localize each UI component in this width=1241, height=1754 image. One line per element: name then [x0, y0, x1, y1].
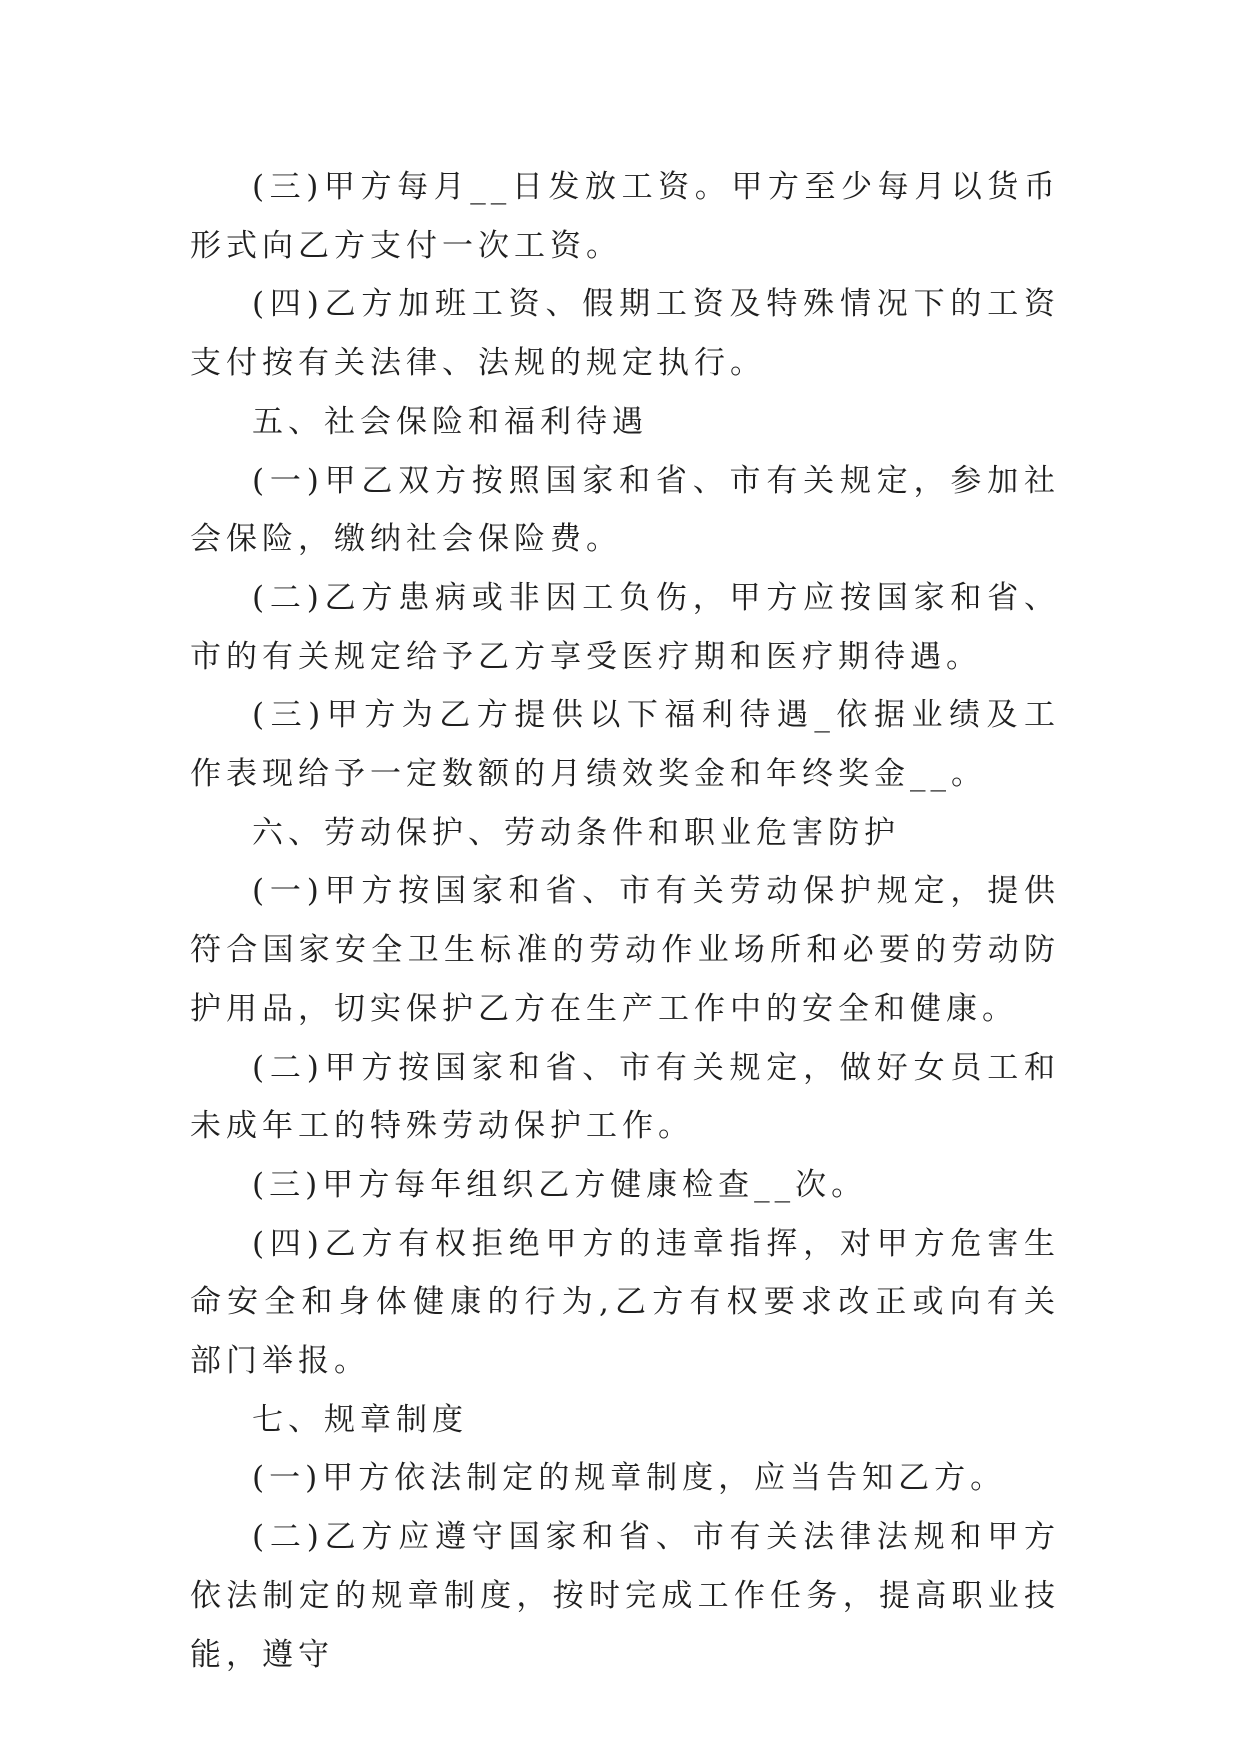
paragraph-overtime-wage: (四)乙方加班工资、假期工资及特殊情况下的工资支付按有关法律、法规的规定执行。 [190, 286, 1060, 382]
paragraph-medical-leave: (二)乙方患病或非因工负伤，甲方应按国家和省、市的有关规定给予乙方享受医疗期和医疗期待遇。 [190, 579, 1060, 675]
paragraph-refuse-violation: (四)乙方有权拒绝甲方的违章指挥，对甲方危害生命安全和身体健康的行为,乙方有权要求改正或向有关部门举报。 [190, 1225, 1060, 1380]
paragraph-rules-notice: (一)甲方依法制定的规章制度，应当告知乙方。 [252, 1460, 1007, 1497]
paragraph-safety-standards: (一)甲方按国家和省、市有关劳动保护规定，提供符合国家安全卫生标准的劳动作业场所和必要的劳动防护用品，切实保护乙方在生产工作中的安全和健康。 [190, 873, 1060, 1027]
section-heading-rules: 七、规章制度 [252, 1401, 468, 1438]
paragraph-special-protection: (二)甲方按国家和省、市有关规定，做好女员工和未成年工的特殊劳动保护工作。 [190, 1049, 1060, 1145]
paragraph-wage-payment-day: (三)甲方每月__日发放工资。甲方至少每月以货币形式向乙方支付一次工资。 [190, 169, 1060, 264]
section-heading-labor-protection: 六、劳动保护、劳动条件和职业危害防护 [252, 814, 900, 851]
paragraph-social-insurance: (一)甲乙双方按照国家和省、市有关规定，参加社会保险，缴纳社会保险费。 [190, 462, 1060, 558]
document-body [190, 158, 1060, 1684]
paragraph-welfare-benefits: (三)甲方为乙方提供以下福利待遇_依据业绩及工作表现给予一定数额的月绩效奖金和年终奖金__。 [190, 697, 1060, 793]
paragraph-rules-compliance: (二)乙方应遵守国家和省、市有关法律法规和甲方依法制定的规章制度，按时完成工作任务，提高职业技能，遵守 [190, 1519, 1060, 1673]
paragraph-health-check: (三)甲方每年组织乙方健康检查__次。 [252, 1166, 868, 1203]
section-heading-social-insurance: 五、社会保险和福利待遇 [252, 403, 648, 440]
